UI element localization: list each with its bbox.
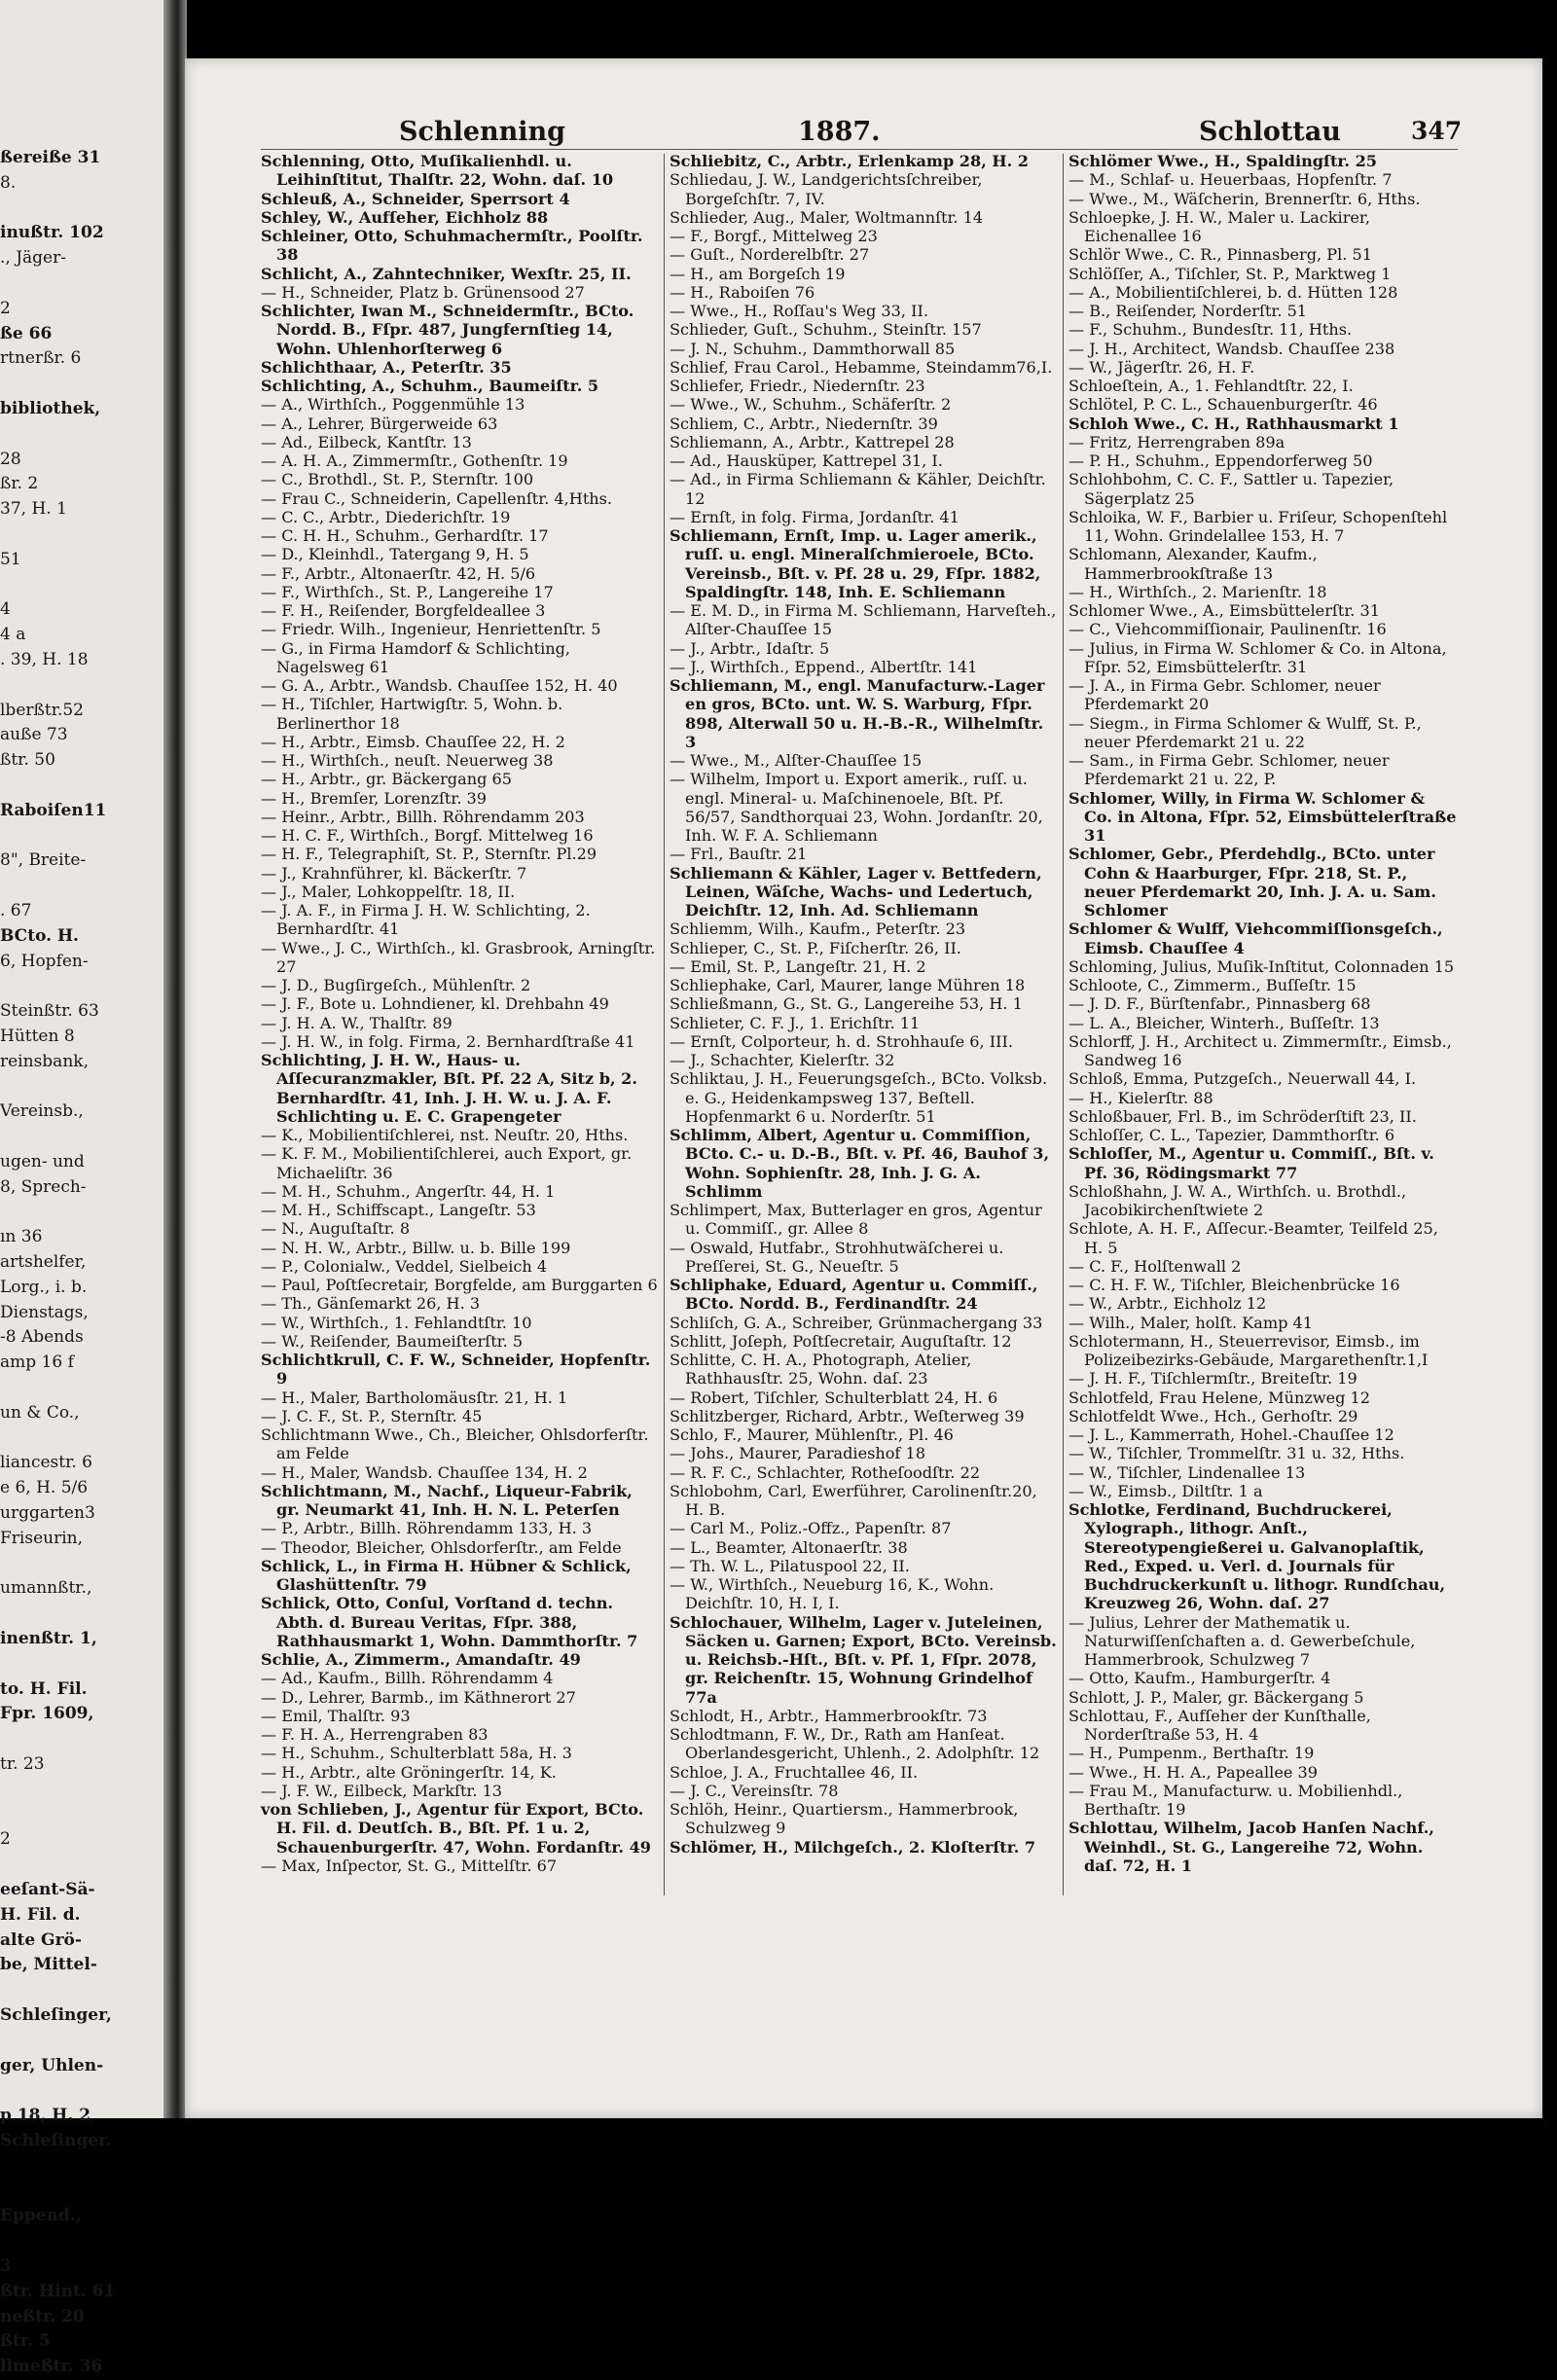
directory-entry: Schlieter, C. F. J., 1. Erichſtr. 11 bbox=[670, 1013, 921, 1032]
directory-entry: — W., Wirthſch., 1. Fehlandtſtr. 10 bbox=[261, 1313, 532, 1332]
directory-entry: — M. H., Schiffscapt., Langeſtr. 53 bbox=[261, 1201, 536, 1219]
directory-entry: Schlieder, Guſt., Schuhm., Steinſtr. 157 bbox=[670, 320, 982, 340]
directory-entry: — F. H., Reiſender, Borgfeldeallee 3 bbox=[261, 601, 546, 620]
directory-entry: — H., Schneider, Platz b. Grünensood 27 bbox=[261, 282, 585, 302]
directory-entry: — N. H. W., Arbtr., Billw. u. b. Bille 199 bbox=[261, 1238, 571, 1257]
directory-entry: — P., Arbtr., Billh. Röhrendamm 133, H. 3 bbox=[261, 1519, 593, 1538]
fragment-line: 8", Breite- bbox=[0, 850, 87, 871]
directory-entry: Schlötel, P. C. L., Schauenburgerſtr. 46 bbox=[1068, 395, 1378, 415]
directory-entry: — F., Borgf., Mittelweg 23 bbox=[670, 227, 878, 245]
directory-entry: Schlömer Wwe., H., Spaldingſtr. 25 bbox=[1068, 152, 1378, 170]
directory-entry: Schloeſtein, A., 1. Fehlandtſtr. 22, I. bbox=[1068, 377, 1354, 395]
fragment-line: lberßtr.52 bbox=[0, 700, 84, 720]
directory-entry: Schlotke, Ferdinand, Buchdruckerei, Xylograph., lithogr. Anſt., Stereotypengießerei u. Galvanoplaſtik, Red., Exped. u. Verl. d. Journals für Buchdruckerkunſt u. lithogr. Rundſchau, Kreuzweg 26, Wohn. daſ. 27 bbox=[1068, 1500, 1446, 1613]
header-left-keyword: Schlenning bbox=[399, 117, 566, 147]
directory-entry: Schloſſer, M., Agentur u. Commiſſ., Bſt. v. Pf. 36, Rödingsmarkt 77 bbox=[1068, 1144, 1434, 1182]
fragment-line bbox=[0, 2180, 167, 2205]
directory-entry: Schlie, A., Zimmerm., Amandaſtr. 49 bbox=[261, 1650, 581, 1669]
fragment-line bbox=[0, 1727, 167, 1752]
directory-entry: — Theodor, Bleicher, Ohlsdorferſtr., am Felde bbox=[261, 1537, 622, 1557]
fragment-line: artshelfer, bbox=[0, 1252, 87, 1273]
fragment-line: H. Fil. d. bbox=[0, 1904, 81, 1925]
directory-entry: Schlote, A. H. F., Aſſecur.-Beamter, Teilfeld 25, H. 5 bbox=[1068, 1219, 1438, 1257]
directory-entry: Schloming, Julius, Muſik-Inſtitut, Colonnaden 15 bbox=[1068, 956, 1455, 976]
fragment-line: Vereinsb., bbox=[0, 1101, 84, 1122]
directory-entry: — K., Mobilientiſchlerei, nst. Neuſtr. 20, Hths. bbox=[261, 1126, 629, 1144]
directory-entry: — Emil, St. P., Langeſtr. 21, H. 2 bbox=[670, 956, 926, 976]
directory-entry: — L. A., Bleicher, Winterh., Buſſeſtr. 13 bbox=[1068, 1013, 1380, 1032]
directory-entry: — F., Schuhm., Bundesſtr. 11, Hths. bbox=[1068, 320, 1353, 340]
directory-entry: — H., am Borgeſch 19 bbox=[670, 264, 846, 283]
directory-entry: — C. F., Holſtenwall 2 bbox=[1068, 1256, 1242, 1276]
directory-entry: Schliemann, M., engl. Manufacturw.-Lager en gros, BCto. unt. W. S. Warburg, Fſpr. 898, Alterwall 50 u. H.-B.-R., Wilhelmſtr. 3 bbox=[670, 676, 1045, 751]
directory-entry: — Frl., Bauſtr. 21 bbox=[670, 845, 808, 864]
directory-entry: — W., Jägerſtr. 26, H. F. bbox=[1068, 357, 1255, 377]
fragment-line bbox=[0, 1978, 167, 2003]
fragment-line: eeſant-Sä- bbox=[0, 1879, 95, 1899]
directory-entry: — W., Reiſender, Baumeiſterſtr. 5 bbox=[261, 1331, 524, 1351]
fragment-line: inenßtr. 1, bbox=[0, 1629, 97, 1649]
fragment-line bbox=[0, 874, 167, 899]
directory-entry: — Fritz, Herrengraben 89a bbox=[1068, 432, 1285, 451]
directory-entry: — F., Arbtr., Altonaerſtr. 42, H. 5/6 bbox=[261, 563, 536, 583]
directory-entry: — Ernſt, in folg. Firma, Jordanſtr. 41 bbox=[670, 507, 960, 526]
directory-entry: Schlenning, Otto, Muſikalienhdl. u. Leihinſtitut, Thalſtr. 22, Wohn. daſ. 10 bbox=[261, 152, 614, 190]
directory-entry: Schlieder, Aug., Maler, Woltmannſtr. 14 bbox=[670, 207, 984, 227]
directory-entry: — Emil, Thalſtr. 93 bbox=[261, 1706, 411, 1725]
directory-entry: — Wwe., W., Schuhm., Schäferſtr. 2 bbox=[670, 395, 952, 415]
fragment-line bbox=[0, 1552, 167, 1577]
directory-entry: Schlicht, A., Zahntechniker, Wexſtr. 25, II. bbox=[261, 264, 632, 283]
directory-entry: Schleuß, A., Schneider, Sperrsort 4 bbox=[261, 189, 570, 208]
directory-entry: — F., Wirthſch., St. P., Langereihe 17 bbox=[261, 582, 554, 601]
directory-entry: — Max, Inſpector, St. G., Mittelſtr. 67 bbox=[261, 1856, 558, 1875]
directory-entry: — J. H. F., Tiſchlermſtr., Breiteſtr. 19 bbox=[1068, 1369, 1358, 1388]
fragment-line: 4 a bbox=[0, 625, 26, 645]
fragment-line bbox=[0, 573, 167, 598]
directory-entry: — H., Arbtr., alte Gröningerſtr. 14, K. bbox=[261, 1762, 557, 1782]
directory-entry: — J. D., Bugſirgeſch., Mühlenſtr. 2 bbox=[261, 976, 531, 994]
directory-entry: Schlorff, J. H., Architect u. Zimmermſtr., Eimsb., Sandweg 16 bbox=[1068, 1031, 1452, 1069]
directory-entry: Schlimpert, Max, Butterlager en gros, Agentur u. Commiſſ., gr. Allee 8 bbox=[670, 1201, 1042, 1239]
fragment-line: 6, Hopfen- bbox=[0, 951, 89, 971]
directory-entry: Schlott, J. P., Maler, gr. Bäckergang 5 bbox=[1068, 1687, 1364, 1707]
directory-entry: — H., Tiſchler, Hartwigſtr. 5, Wohn. b. Berlinerthor 18 bbox=[261, 695, 563, 733]
directory-entry: — C., Viehcommiſſionair, Paulinenſtr. 16 bbox=[1068, 620, 1387, 639]
fragment-line: e 6, H. 5/6 bbox=[0, 1478, 89, 1498]
directory-entry: Schlichter, Iwan M., Schneidermſtr., BCto. Nordd. B., Fſpr. 487, Jungfernſtieg 14, Wohn. Uhlenhorſterweg 6 bbox=[261, 302, 634, 358]
directory-entry: Schlitte, C. H. A., Photograph, Atelier, Rathhausſtr. 25, Wohn. daſ. 23 bbox=[670, 1351, 972, 1388]
fragment-line: Eppend., bbox=[0, 2206, 82, 2226]
fragment-line bbox=[0, 1125, 167, 1150]
directory-entry: Schlotfeld, Frau Helene, Münzweg 12 bbox=[1068, 1388, 1371, 1407]
directory-entry: Schlick, L., in Firma H. Hübner & Schlick, Glashüttenſtr. 79 bbox=[261, 1556, 632, 1594]
directory-entry: Schlotermann, H., Steuerrevisor, Eimsb., im Polizeibezirks-Gebäude, Margarethenſtr.1,I bbox=[1068, 1331, 1429, 1369]
directory-entry: Schlochauer, Wilhelm, Lager v. Juteleinen, Säcken u. Garnen; Export, BCto. Vereinsb. u. Reichsb.-Hſt., Bſt. v. Pf. 1, Fſpr. 2078, gr. Reichenſtr. 15, Wohnung Grindelhof 77a bbox=[670, 1612, 1057, 1707]
fragment-line: auße 73 bbox=[0, 725, 68, 745]
directory-entry: Schliemann, Ernſt, Imp. u. Lager amerik., ruſſ. u. engl. Mineralſchmieroele, BCto. Vereinsb., Bſt. v. Pf. 28 u. 29, Fſpr. 1882, Spaldingſtr. 148, Inh. E. Schliemann bbox=[670, 526, 1041, 601]
fragment-line bbox=[0, 523, 167, 548]
fragment-line bbox=[0, 1652, 167, 1677]
directory-entry: Schlömer, H., Milchgeſch., 2. Kloſterſtr. 7 bbox=[670, 1837, 1036, 1857]
directory-entry: — M. H., Schuhm., Angerſtr. 44, H. 1 bbox=[261, 1181, 556, 1201]
fragment-line: Schleſinger, bbox=[0, 2004, 112, 2025]
directory-entry: von Schlieben, J., Agentur für Export, BCto. H. Fil. d. Deutſch. B., Bſt. Pf. 1 u. 2, Schauenburgerſtr. 47, Wohn. Fordanſtr. 49 bbox=[261, 1800, 651, 1857]
fragment-line bbox=[0, 422, 167, 448]
directory-entry: — H., Pumpenm., Berthaſtr. 19 bbox=[1068, 1744, 1315, 1763]
fragment-line: ßtr. Hint. 61 bbox=[0, 2281, 116, 2301]
directory-entry: — Robert, Tiſchler, Schulterblatt 24, H. 6 bbox=[670, 1388, 998, 1407]
directory-entry: — J., Krahnführer, kl. Bäckerſtr. 7 bbox=[261, 863, 527, 883]
fragment-line bbox=[0, 1803, 167, 1828]
fragment-line: alte Grö- bbox=[0, 1929, 82, 1950]
directory-entry: Schlichting, A., Schuhm., Baumeiſtr. 5 bbox=[261, 377, 599, 395]
header-year: 1887. bbox=[798, 117, 881, 147]
directory-entry: — Julius, in Firma W. Schlomer & Co. in Altona, Fſpr. 52, Eimsbüttelerſtr. 31 bbox=[1068, 638, 1447, 676]
directory-entry: — H., Wirthſch., neuſt. Neuerweg 38 bbox=[261, 751, 554, 770]
column-divider bbox=[1063, 154, 1064, 1895]
directory-entry: — C. C., Arbtr., Diederichſtr. 19 bbox=[261, 507, 511, 526]
directory-entry: — Th., Gänſemarkt 26, H. 3 bbox=[261, 1294, 481, 1314]
directory-entry: — J. N., Schuhm., Dammthorwall 85 bbox=[670, 339, 956, 358]
directory-entry: — Ad., Kaufm., Billh. Röhrendamm 4 bbox=[261, 1669, 554, 1688]
book-gutter bbox=[163, 0, 187, 2118]
fragment-line bbox=[0, 2029, 167, 2054]
directory-entry: — H., Arbtr., Eimsb. Chauſſee 22, H. 2 bbox=[261, 732, 565, 751]
fragment-line: reinsbank, bbox=[0, 1051, 89, 1071]
fragment-line: 8. bbox=[0, 172, 17, 193]
directory-entry: — Th. W. L., Pilatuspool 22, II. bbox=[670, 1556, 910, 1575]
fragment-line bbox=[0, 271, 167, 297]
column-divider bbox=[664, 154, 665, 1895]
fragment-line bbox=[0, 1602, 167, 1627]
directory-entry: — C., Brothdl., St. P., Sternſtr. 100 bbox=[261, 470, 534, 489]
fragment-line: BCto. H. bbox=[0, 925, 79, 946]
directory-entry: Schliem, C., Arbtr., Niedernſtr. 39 bbox=[670, 414, 938, 433]
directory-entry: Schlöh, Heinr., Quartiersm., Hammerbrook, Schulzweg 9 bbox=[670, 1800, 1019, 1838]
directory-entry: Schlomer, Willy, in Firma W. Schlomer & Co. in Altona, Fſpr. 52, Eimsbüttelerſtraße 31 bbox=[1068, 788, 1457, 845]
directory-entry: — A., Lehrer, Bürgerweide 63 bbox=[261, 414, 498, 433]
directory-entry: Schlottau, F., Aufſeher der Kunſthalle, Norderſtraße 53, H. 4 bbox=[1068, 1706, 1371, 1744]
directory-entry: — C. H. H., Schuhm., Gerhardſtr. 17 bbox=[261, 526, 549, 545]
directory-entry: Schloepke, J. H. W., Maler u. Lackirer, Eichenallee 16 bbox=[1068, 207, 1370, 245]
fragment-line: amp 16 f bbox=[0, 1352, 74, 1373]
directory-entry: — Ad., Eilbeck, Kantſtr. 13 bbox=[261, 432, 472, 451]
fragment-line: 51 bbox=[0, 549, 21, 569]
header-rule bbox=[261, 149, 1458, 150]
fragment-line bbox=[0, 1426, 167, 1452]
directory-entry: — J., Schachter, Kielerſtr. 32 bbox=[670, 1051, 895, 1069]
directory-entry: Schlick, Otto, Conſul, Vorſtand d. techn. Abth. d. Bureau Veritas, Fſpr. 388, Rathhausmarkt 1, Wohn. Dammthorſtr. 7 bbox=[261, 1594, 638, 1650]
fragment-line: 37, H. 1 bbox=[0, 499, 67, 520]
directory-entry: — J. H. A. W., Thalſtr. 89 bbox=[261, 1013, 453, 1032]
fragment-line: Hütten 8 bbox=[0, 1026, 75, 1046]
directory-entry: Schlitt, Joſeph, Poſtſecretair, Auguſtaſtr. 12 bbox=[670, 1331, 1012, 1351]
directory-entry: — Ad., in Firma Schliemann & Kähler, Deichſtr. 12 bbox=[670, 470, 1046, 508]
fragment-line bbox=[0, 372, 167, 397]
directory-entry: Schlitzberger, Richard, Arbtr., Weſterweg 39 bbox=[670, 1406, 1025, 1425]
directory-entry: — Siegm., in Firma Schlomer & Wulff, St. P., neuer Pferdemarkt 21 u. 22 bbox=[1068, 713, 1422, 751]
directory-entry: Schlichthaar, A., Peterſtr. 35 bbox=[261, 357, 512, 377]
directory-entry: — H., Maler, Wandsb. Chauſſee 134, H. 2 bbox=[261, 1462, 588, 1482]
directory-entry: — J. F., Bote u. Lohndiener, kl. Drehbahn 49 bbox=[261, 994, 609, 1014]
header-right-keyword: Schlottau bbox=[1199, 117, 1341, 147]
directory-entry: Schliktau, J. H., Feuerungsgeſch., BCto. Volksb. e. G., Heidenkampsweg 137, Beſtell. Hopfenmarkt 6 u. Norderſtr. 51 bbox=[670, 1069, 1048, 1126]
fragment-line: . 39, H. 18 bbox=[0, 649, 89, 669]
directory-entry: — Julius, Lehrer der Mathematik u. Naturwiſſenſchaften a. d. Gewerbeſchule, Hammerbrook, Schulzweg 7 bbox=[1068, 1612, 1416, 1669]
directory-entry: Schlobohm, Carl, Ewerführer, Carolinenſtr.20, H. B. bbox=[670, 1481, 1037, 1519]
fragment-line: ugen- und bbox=[0, 1151, 85, 1172]
fragment-line bbox=[0, 1376, 167, 1401]
fragment-line: umannßtr., bbox=[0, 1578, 92, 1599]
fragment-line bbox=[0, 1200, 167, 1225]
fragment-line: Friseurin, bbox=[0, 1528, 84, 1548]
directory-entry: Schliebitz, C., Arbtr., Erlenkamp 28, H. 2 bbox=[670, 152, 1030, 170]
fragment-line bbox=[0, 2229, 167, 2254]
directory-entry: — H., Bremſer, Lorenzſtr. 39 bbox=[261, 788, 488, 808]
fragment-line: ßr. 2 bbox=[0, 474, 39, 494]
directory-entry: Schlomer, Gebr., Pferdehdlg., BCto. unter Cohn & Haarburger, Fſpr. 218, St. P., neuer Pferdemarkt 20, Inh. J. A. u. Sam. Schlomer bbox=[1068, 845, 1436, 920]
directory-entry: — J. C. F., St. P., Sternſtr. 45 bbox=[261, 1406, 483, 1425]
directory-entry: — R. F. C., Schlachter, Rotheſoodſtr. 22 bbox=[670, 1462, 981, 1482]
fragment-line bbox=[0, 1074, 167, 1100]
fragment-line: 28 bbox=[0, 449, 21, 469]
directory-entry: Schlief, Frau Carol., Hebamme, Steindamm76,I. bbox=[670, 357, 1053, 377]
fragment-line: ßtr. 5 bbox=[0, 2331, 51, 2352]
directory-entry: — J. A., in Firma Gebr. Schlomer, neuer Pferdemarkt 20 bbox=[1068, 676, 1381, 714]
fragment-line: ßereiße 31 bbox=[0, 148, 101, 167]
fragment-line: un & Co., bbox=[0, 1402, 80, 1423]
fragment-line: -8 Abends bbox=[0, 1327, 84, 1348]
scan-border bbox=[1542, 0, 1557, 2118]
directory-entry: — Johs., Maurer, Paradieshof 18 bbox=[670, 1444, 925, 1463]
fragment-line: rtnerßr. 6 bbox=[0, 348, 82, 369]
directory-entry: — H., Arbtr., gr. Bäckergang 65 bbox=[261, 770, 512, 789]
directory-entry: Schlodtmann, F. W., Dr., Rath am Hanſeat. Oberlandesgericht, Uhlenh., 2. Adolphſtr. 12 bbox=[670, 1725, 1040, 1763]
directory-entry: — J. D. F., Bürſtenfabr., Pinnasberg 68 bbox=[1068, 994, 1371, 1014]
fragment-line: 2 bbox=[0, 1829, 11, 1850]
directory-entry: — A., Mobilientiſchlerei, b. d. Hütten 128 bbox=[1068, 282, 1398, 302]
directory-entry: — H., Wirthſch., 2. Marienſtr. 18 bbox=[1068, 582, 1327, 601]
fragment-line: 8, Sprech- bbox=[0, 1176, 87, 1197]
directory-entry: Schloß, Emma, Putzgeſch., Neuerwall 44, I. bbox=[1068, 1069, 1417, 1089]
directory-entry: — Wwe., H. H. A., Papeallee 39 bbox=[1068, 1762, 1318, 1782]
directory-entry: — H., Kielerſtr. 88 bbox=[1068, 1088, 1213, 1107]
fragment-line: tr. 23 bbox=[0, 1754, 45, 1774]
directory-entry: — Oswald, Hutfabr., Strohhutwäſcherei u. Preſſerei, St. G., Neueſtr. 5 bbox=[670, 1238, 1004, 1276]
directory-page bbox=[185, 58, 1542, 2118]
fragment-line: inußtr. 102 bbox=[0, 223, 104, 243]
directory-entry: — H., Schuhm., Schulterblatt 58a, H. 3 bbox=[261, 1744, 572, 1763]
directory-entry: — P., Colonialw., Veddel, Sielbeich 4 bbox=[261, 1256, 548, 1276]
directory-entry: Schlör Wwe., C. R., Pinnasberg, Pl. 51 bbox=[1068, 245, 1372, 265]
fragment-line bbox=[0, 974, 167, 999]
fragment-line bbox=[0, 673, 167, 699]
fragment-line: urggarten3 bbox=[0, 1503, 95, 1524]
directory-entry: Schliphake, Eduard, Agentur u. Commiſſ., BCto. Nordd. B., Ferdinandſtr. 24 bbox=[670, 1276, 1038, 1314]
directory-entry: — Ad., Hausküper, Kattrepel 31, I. bbox=[670, 451, 943, 470]
directory-entry: — W., Eimsb., Diltſtr. 1 a bbox=[1068, 1481, 1263, 1500]
fragment-line: 3 bbox=[0, 2255, 11, 2276]
directory-entry: — J. A. F., in Firma J. H. W. Schlichting, 2. Bernhardſtr. 41 bbox=[261, 901, 591, 939]
directory-entry: Schlöſſer, A., Tiſchler, St. P., Marktweg 1 bbox=[1068, 264, 1392, 283]
fragment-line bbox=[0, 2078, 167, 2104]
directory-entry: — J. L., Kammerrath, Hohel.-Chauſſee 12 bbox=[1068, 1425, 1394, 1444]
fragment-line: Steinßtr. 63 bbox=[0, 1001, 99, 1022]
directory-entry: Schloßhahn, J. W. A., Wirthſch. u. Brothdl., Jacobikirchenſtwiete 2 bbox=[1068, 1181, 1407, 1219]
fragment-line: Lorg., i. b. bbox=[0, 1277, 88, 1297]
fragment-line: 2 bbox=[0, 298, 11, 318]
directory-entry: Schlichting, J. H. W., Haus- u. Aſſecuranzmakler, Bſt. Pf. 22 A, Sitz b, 2. Bernhardſtr. 41, Inh. J. H. W. u. J. A. F. Schlichting u. E. C. Grapengeter bbox=[261, 1051, 637, 1126]
previous-page-fragment bbox=[0, 0, 175, 2377]
directory-entry: — J. F. W., Eilbeck, Markſtr. 13 bbox=[261, 1781, 503, 1800]
directory-entry: Schloſſer, C. L., Tapezier, Dammthorſtr. 6 bbox=[1068, 1126, 1395, 1144]
directory-entry: — Wilh., Maler, holſt. Kamp 41 bbox=[1068, 1313, 1314, 1332]
fragment-line: . 67 bbox=[0, 900, 32, 920]
directory-entry: — Wwe., J. C., Wirthſch., kl. Grasbrook, Arningſtr. 27 bbox=[261, 938, 656, 976]
directory-entry: Schließmann, G., St. G., Langereihe 53, H. 1 bbox=[670, 994, 1023, 1014]
fragment-line bbox=[0, 824, 167, 849]
directory-entry: — Wwe., M., Wäſcherin, Brennerſtr. 6, Hths. bbox=[1068, 189, 1421, 208]
directory-entry: — Guſt., Norderelbſtr. 27 bbox=[670, 245, 870, 265]
directory-entry: Schliemann, A., Arbtr., Kattrepel 28 bbox=[670, 432, 955, 451]
directory-entry: Schliefer, Friedr., Niedernſtr. 23 bbox=[670, 377, 925, 395]
directory-entry: — Ernſt, Colporteur, h. d. Strohhauſe 6, III. bbox=[670, 1031, 1013, 1051]
directory-entry: — H., Maler, Bartholomäusſtr. 21, H. 1 bbox=[261, 1388, 568, 1407]
directory-entry: — W., Wirthſch., Neueburg 16, K., Wohn. Deichſtr. 10, H. I, I. bbox=[670, 1575, 995, 1613]
fragment-line: liancestr. 6 bbox=[0, 1453, 92, 1473]
fragment-line bbox=[0, 1853, 167, 1878]
directory-entry: — J. C., Vereinsſtr. 78 bbox=[670, 1781, 839, 1800]
directory-entry: — H. F., Telegraphiſt, St. P., Sternſtr. Pl.29 bbox=[261, 845, 597, 864]
directory-entry: Schliedau, J. W., Landgerichtsſchreiber, Borgeſchſtr. 7, IV. bbox=[670, 170, 983, 208]
directory-entry: — Carl M., Poliz.-Offz., Papenſtr. 87 bbox=[670, 1519, 952, 1538]
directory-entry: Schlichtkrull, C. F. W., Schneider, Hopfenſtr. 9 bbox=[261, 1351, 651, 1388]
fragment-line: bibliothek, bbox=[0, 398, 101, 418]
directory-entry: — Wwe., H., Roſſau's Weg 33, II. bbox=[670, 302, 928, 320]
directory-entry: — J., Maler, Lohkoppelſtr. 18, II. bbox=[261, 882, 516, 901]
directory-entry: — J. H. W., in folg. Firma, 2. Bernhardſtraße 41 bbox=[261, 1031, 635, 1051]
directory-entry: Schlohbohm, C. C. F., Sattler u. Tapezier, Sägerplatz 25 bbox=[1068, 470, 1394, 508]
directory-entry: — D., Lehrer, Barmb., im Käthnerort 27 bbox=[261, 1687, 576, 1707]
directory-entry: Schloßbauer, Frl. B., im Schröderſtift 23, II. bbox=[1068, 1106, 1417, 1126]
directory-entry: — Otto, Kaufm., Hamburgerſtr. 4 bbox=[1068, 1669, 1331, 1688]
fragment-line: ., Jäger- bbox=[0, 248, 66, 269]
fragment-line: Raboiſen11 bbox=[0, 800, 107, 820]
directory-entry: — M., Schlaf- u. Heuerbaas, Hopfenſtr. 7 bbox=[1068, 170, 1393, 190]
fragment-line: p 18, H. 2 bbox=[0, 2106, 91, 2126]
directory-entry: — W., Arbtr., Eichholz 12 bbox=[1068, 1294, 1267, 1314]
directory-entry: — G., in Firma Hamdorf & Schlichting, Nagelsweg 61 bbox=[261, 638, 571, 676]
fragment-line: to. H. Fil. bbox=[0, 1678, 88, 1699]
directory-entry: — Wilhelm, Import u. Export amerik., ruſſ. u. engl. Mineral- u. Maſchinenoele, Bſt. Pf. 56/57, Sandthorquai 23, Wohn. Jordanſtr. 20, Inh. W. F. A. Schliemann bbox=[670, 770, 1043, 845]
directory-entry: — Frau C., Schneiderin, Capellenſtr. 4,Hths. bbox=[261, 488, 613, 508]
directory-entry: Schloe, J. A., Fruchtallee 46, II. bbox=[670, 1762, 919, 1782]
directory-entry: Schlomann, Alexander, Kaufm., Hammerbrookſtraße 13 bbox=[1068, 545, 1318, 583]
directory-entry: Schliemm, Wilh., Kaufm., Peterſtr. 23 bbox=[670, 920, 966, 939]
directory-entry: — J. H., Architect, Wandsb. Chauſſee 238 bbox=[1068, 339, 1395, 358]
directory-entry: — F. H. A., Herrengraben 83 bbox=[261, 1725, 489, 1744]
page-number: 347 bbox=[1411, 117, 1463, 145]
directory-entry: — G. A., Arbtr., Wandsb. Chauſſee 152, H. 40 bbox=[261, 676, 618, 695]
directory-entry: Schlodt, H., Arbtr., Hammerbrookſtr. 73 bbox=[670, 1706, 988, 1725]
directory-entry: Schlotfeldt Wwe., Hch., Gerhoſtr. 29 bbox=[1068, 1406, 1358, 1425]
previous-page-text bbox=[0, 146, 167, 2380]
fragment-line: Dienstags, bbox=[0, 1302, 89, 1322]
directory-entry: Schley, W., Aufſeher, Eichholz 88 bbox=[261, 207, 549, 227]
directory-entry: — H. C. F., Wirthſch., Borgf. Mittelweg 16 bbox=[261, 826, 594, 845]
fragment-line: ın 36 bbox=[0, 1227, 43, 1247]
fragment-line bbox=[0, 2154, 167, 2180]
directory-entry: — A. H. A., Zimmermſtr., Gothenſtr. 19 bbox=[261, 451, 568, 470]
directory-entry: — W., Tiſchler, Trommelſtr. 31 u. 32, Hths. bbox=[1068, 1444, 1405, 1463]
directory-entry: — P. H., Schuhm., Eppendorferweg 50 bbox=[1068, 451, 1373, 470]
fragment-line bbox=[0, 197, 167, 222]
directory-entry: Schlo, F., Maurer, Mühlenſtr., Pl. 46 bbox=[670, 1425, 954, 1444]
directory-entry: — Paul, Poſtſecretair, Borgfelde, am Burggarten 6 bbox=[261, 1276, 658, 1294]
directory-entry: Schlomer Wwe., A., Eimsbüttelerſtr. 31 bbox=[1068, 601, 1380, 620]
directory-entry: — C. H. F. W., Tiſchler, Bleichenbrücke 16 bbox=[1068, 1276, 1400, 1294]
directory-entry: Schlomer & Wulff, Viehcommiſſionsgeſch., Eimsb. Chauſſee 4 bbox=[1068, 920, 1443, 957]
fragment-line: ger, Uhlen- bbox=[0, 2055, 104, 2075]
fragment-line bbox=[0, 774, 167, 799]
fragment-line: llmeßtr. 36 bbox=[0, 2357, 103, 2377]
fragment-line: ße 66 bbox=[0, 323, 53, 343]
directory-entry: Schlieper, C., St. P., Fiſcherſtr. 26, II. bbox=[670, 938, 961, 957]
directory-entry: Schlottau, Wilhelm, Jacob Hanſen Nachf., Weinhdl., St. G., Langereihe 72, Wohn. daſ. 72, H. 1 bbox=[1068, 1819, 1434, 1875]
directory-column-1 bbox=[261, 152, 660, 1875]
fragment-line: 4 bbox=[0, 599, 11, 620]
directory-entry: — Frau M., Manufacturw. u. Mobilienhdl., Berthaſtr. 19 bbox=[1068, 1781, 1403, 1819]
directory-column-2 bbox=[670, 152, 1059, 1857]
fragment-line: Schleſinger. bbox=[0, 2130, 112, 2150]
fragment-line: ßtr. 50 bbox=[0, 750, 55, 771]
directory-entry: — N., Auguſtaſtr. 8 bbox=[261, 1219, 411, 1239]
directory-entry: — Friedr. Wilh., Ingenieur, Henriettenſtr. 5 bbox=[261, 620, 601, 639]
directory-entry: Schlichtmann, M., Nachf., Liqueur-Fabrik, gr. Neumarkt 41, Inh. H. N. L. Peterſen bbox=[261, 1481, 633, 1519]
directory-entry: Schloika, W. F., Barbier u. Friſeur, Schopenſtehl 11, Wohn. Grindelallee 153, H. 7 bbox=[1068, 507, 1448, 545]
fragment-line bbox=[0, 1778, 167, 1803]
directory-entry: — L., Beamter, Altonaerſtr. 38 bbox=[670, 1537, 908, 1557]
directory-entry: — J., Wirthſch., Eppend., Albertſtr. 141 bbox=[670, 657, 978, 676]
directory-entry: Schliemann & Kähler, Lager v. Bettfedern, Leinen, Wäſche, Wachs- und Ledertuch, Deichſtr. 12, Inh. Ad. Schliemann bbox=[670, 863, 1042, 920]
directory-entry: Schloote, C., Zimmerm., Buſſeſtr. 15 bbox=[1068, 976, 1357, 994]
directory-entry: — W., Tiſchler, Lindenallee 13 bbox=[1068, 1462, 1306, 1482]
directory-entry: Schliſch, G. A., Schreiber, Grünmachergang 33 bbox=[670, 1313, 1043, 1332]
directory-entry: Schleiner, Otto, Schuhmachermſtr., Poolſtr. 38 bbox=[261, 227, 643, 265]
directory-entry: — J., Arbtr., Idaſtr. 5 bbox=[670, 638, 830, 658]
directory-entry: — Heinr., Arbtr., Billh. Röhrendamm 203 bbox=[261, 807, 585, 826]
directory-entry: — D., Kleinhdl., Tatergang 9, H. 5 bbox=[261, 545, 529, 564]
directory-entry: Schlichtmann Wwe., Ch., Bleicher, Ohlsdorferſtr. am Felde bbox=[261, 1425, 649, 1463]
directory-entry: Schliephake, Carl, Maurer, lange Mühren 18 bbox=[670, 976, 1026, 994]
directory-entry: Schloh Wwe., C. H., Rathhausmarkt 1 bbox=[1068, 414, 1399, 433]
fragment-line: neßtr. 20 bbox=[0, 2306, 85, 2326]
directory-entry: — Wwe., M., Alſter-Chauſſee 15 bbox=[670, 751, 923, 770]
directory-entry: — A., Wirthſch., Poggenmühle 13 bbox=[261, 395, 525, 415]
directory-column-3 bbox=[1068, 152, 1458, 1875]
directory-entry: — B., Reiſender, Norderſtr. 51 bbox=[1068, 302, 1308, 320]
directory-entry: — E. M. D., in Firma M. Schliemann, Harveſteh., Alſter-Chauſſee 15 bbox=[670, 601, 1057, 639]
fragment-line: be, Mittel- bbox=[0, 1955, 97, 1975]
directory-entry: Schlimm, Albert, Agentur u. Commiſſion, BCto. C.- u. D.-B., Bſt. v. Pf. 46, Bauhof 3, Wohn. Sophienſtr. 28, Inh. J. G. A. Schlimm bbox=[670, 1126, 1050, 1201]
directory-entry: — Sam., in Firma Gebr. Schlomer, neuer Pferdemarkt 21 u. 22, P. bbox=[1068, 751, 1390, 789]
directory-entry: — H., Raboiſen 76 bbox=[670, 282, 815, 302]
fragment-line: Fpr. 1609, bbox=[0, 1704, 94, 1724]
directory-entry: — K. F. M., Mobilientiſchlerei, auch Export, gr. Michaeliſtr. 36 bbox=[261, 1144, 633, 1182]
